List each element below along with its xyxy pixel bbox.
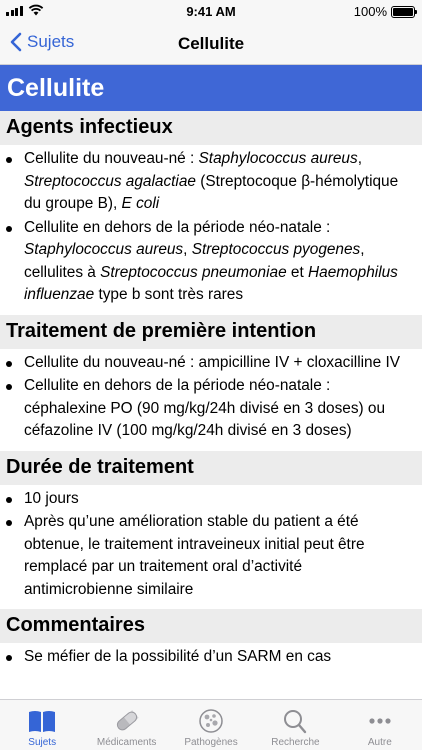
list-item: 10 jours xyxy=(0,488,422,511)
list-item: Cellulite en dehors de la période néo-natale : céphalexine PO (90 mg/kg/24h divisé en 3 doses) ou céfazoline IV (100 mg/kg/24h divisé en 3 doses) xyxy=(0,375,422,443)
pathogen-icon xyxy=(196,707,226,735)
section-body-commentaires xyxy=(0,643,422,677)
status-right xyxy=(354,4,415,19)
status-time: 9:41 AM xyxy=(186,4,236,19)
list-item: Après qu’une amélioration stable du patient a été obtenue, le traitement intraveineux initial peut être remplacé par un traitement oral d’activité antimicrobienne similaire xyxy=(0,511,422,601)
tab-label: Pathogènes xyxy=(184,737,238,748)
list-item: Cellulite du nouveau-né : Staphylococcus aureus, Streptococcus agalactiae (Streptocoque β-hémolytique du groupe B), E coli xyxy=(0,148,422,216)
status-bar xyxy=(0,0,422,24)
back-button-label: Sujets xyxy=(27,32,75,51)
book-icon xyxy=(27,707,57,735)
list-item: Cellulite du nouveau-né : ampicilline IV + cloxacilline IV xyxy=(0,352,422,375)
navigation-bar xyxy=(0,24,422,65)
page-title: Cellulite xyxy=(177,34,245,53)
tab-label: Sujets xyxy=(28,737,57,748)
battery-icon xyxy=(391,6,415,18)
tab-autre[interactable] xyxy=(338,700,422,750)
section-header-traitement: Traitement de première intention xyxy=(0,315,422,349)
pill-icon xyxy=(112,707,142,735)
section-body-agents xyxy=(0,145,422,315)
list-item: Cellulite en dehors de la période néo-natale : Staphylococcus aureus, Streptococcus pyogenes, cellulites à Streptococcus pneumoniae et Haemophilus influenzae type b sont très rares xyxy=(0,217,422,307)
tab-pathogenes[interactable] xyxy=(169,700,253,750)
section-body-traitement xyxy=(0,349,422,451)
section-header-duree: Durée de traitement xyxy=(0,451,422,485)
tab-medicaments[interactable] xyxy=(84,700,168,750)
topic-title: Cellulite xyxy=(0,65,422,111)
tab-label: Médicaments xyxy=(96,737,157,748)
tab-sujets[interactable] xyxy=(0,700,84,750)
battery-percent: 100% xyxy=(353,4,387,19)
section-body-duree xyxy=(0,485,422,610)
tab-bar xyxy=(0,699,422,750)
topic-content[interactable] xyxy=(0,65,422,699)
search-icon xyxy=(280,707,310,735)
tab-label: Autre xyxy=(367,737,392,748)
more-icon xyxy=(365,707,395,735)
tab-label: Recherche xyxy=(271,737,320,748)
section-header-agents: Agents infectieux xyxy=(0,111,422,145)
list-item: Se méfier de la possibilité d’un SARM en cas xyxy=(0,646,422,669)
tab-recherche[interactable] xyxy=(253,700,337,750)
section-header-commentaires: Commentaires xyxy=(0,609,422,643)
